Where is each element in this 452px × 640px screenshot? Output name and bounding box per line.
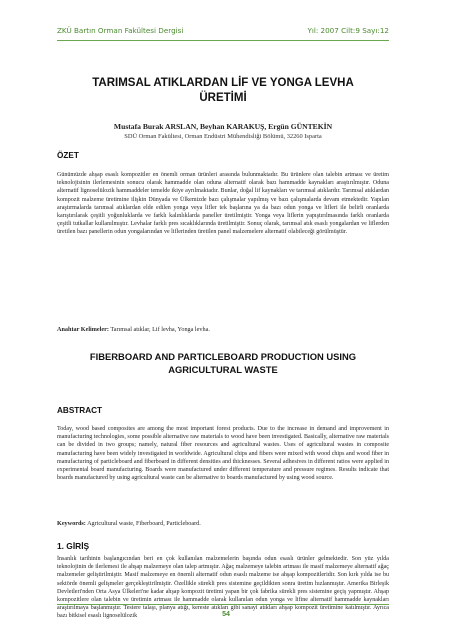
anahtar-kelimeler: [57, 326, 389, 333]
title-tr-line-1: TARIMSAL ATIKLARDAN LİF VE YONGA LEVHA: [92, 77, 354, 89]
giris-heading: 1. GİRİŞ: [57, 541, 90, 551]
keywords: [57, 520, 389, 527]
ozet-heading: ÖZET: [57, 151, 79, 160]
author-list: Mustafa Burak ARSLAN, Beyhan KARAKUŞ, Ergün GÜNTEKİN: [113, 122, 333, 131]
journal-name: ZKÜ Bartın Orman Fakültesi Dergisi: [57, 26, 184, 35]
header-divider: [57, 40, 389, 41]
keywords-values: Agricultural waste, Fiberboard, Particleboard.: [85, 520, 201, 527]
title-en-line-2: AGRICULTURAL WASTE: [168, 363, 278, 375]
keywords-label: Keywords:: [57, 520, 86, 527]
title-en-line-1: FIBERBOARD AND PARTICLEBOARD PRODUCTION USING: [89, 351, 357, 362]
ozet-paragraph: Günümüzde ahşap esaslı kompozitler en önemli orman ürünleri arasında bulunmaktadır. Bu ürünlere olan talebin artması ve üretim teknolojisinin ilerlemesinin sonucu olarak hammadde olan oduna alternatif olarak bazı hammadde kaynakları araştırılmıştır. Oduna alternatif lignoselülozik hammaddeler temelde ikiye ayrılmaktadır. Bunlar, doğal lif kaynakları ve tarımsal atıklardır. Tarımsal atıklardan kompozit malzeme üretimine ilişkin Dünyada ve Ülkemizde bazı çalışmalar yapılmış ve bazı çalışmalarda devam etmektedir. Yapılan araştırmalarda tarımsal atıklardan elde edilen yonga veya lifler tek başlarına ya da bazı odun yonga ve lifleri ile belirli oranlarda karıştırılarak çeşitli yoğunluklarda ve farklı kalınlıklarda paneller üretilmiştir. Yonga veya liflerin yapıştırılmasında farklı oranlarda çeşitli tutkallar kullanılmıştır. Levhalar farklı pres sıcaklıklarında üretilmiştir. Sonuç olarak, tarımsal atık esaslı yongalardan ve liflerden üretilen bazı panellerin odun yongalarından ve liflerinden üretilen panel malzemelere alternatif olabileceği görülmüştür.: [57, 172, 389, 236]
page-number: 54: [222, 611, 230, 618]
anahtar-label: Anahtar Kelimeler:: [57, 326, 109, 333]
author-affiliation: SDÜ Orman Fakültesi, Orman Endüstri Mühendisliği Bölümü, 32260 Isparta: [124, 133, 322, 140]
paper-title-turkish: [57, 76, 389, 106]
footer-divider: [57, 604, 389, 605]
issue-info: Yıl: 2007 Cilt:9 Sayı:12: [307, 26, 389, 35]
paper-title-english: [57, 351, 389, 376]
giris-paragraph: İnsanlık tarihinin başlangıcından beri en çok kullanılan malzemelerin başında odun esaslı ürünler gelmektedir. Son yüz yılda teknolojinin de ilerlemesi ile ahşap malzemeye olan talep artmıştır. Ağaç malzemeye talebin artması ile masif malzemeye alternatif ağaç malzemeler geliştirilmiştir. Masif malzemeye en önemli alternatif odun esaslı malzeme ise ahşap kompozitleridir. Son kırk yılda ise bu sektörde önemli gelişmeler gerçekleştirilmiştir. Özellikle sürekli pres sistemine geçildikten sonra üretim hızlanmıştır. Amerika Birleşik Devletleri'nden Orta Asya Ülkeleri'ne kadar ahşap kompozit üretimi yapan bir çok fabrika sürekli pres sistemine geçiş yapmıştır. Ahşap kompozitlere olan talebin ve üretimin artması ile hammadde olarak kullanılan odun yonga ve lifine alternatif hammadde kaynakları araştırılmaya başlanmıştır. Testere talaşı, planya atığı, kereste atıkları gibi sanayi atıkları ahşap kompozit üretimine katılmıştır. Ayrıca bazı bitkisel esaslı lignoselülozik: [57, 556, 389, 620]
title-tr-line-2: ÜRETİMİ: [199, 92, 247, 104]
abstract-paragraph: Today, wood based composites are among the most important forest products. Due to the increase in demand and improvement in manufacturing technologies, some possible alternative raw materials to wood have been investigated. Basically, alternative raw materials can be divided in two groups; namely, natural fiber resources and agricultural wastes. Uses of agricultural wastes in composite manufacturing have been widely investigated in worldwide. Agricultural chips and fibers were mixed with wood chips and wood fiber in manufacturing of particleboard and fiberboard in different densities and thicknesses. Several adhesives in different ratios were applied in experimental board manufacturing. Boards were manufactured under different temperature and pressure regimes. Results indicate that boards manufactured by using agricultural waste can be alternative to boards manufactured by using wood source.: [57, 426, 389, 482]
abstract-heading: ABSTRACT: [57, 406, 103, 415]
running-header: [57, 26, 389, 40]
anahtar-values: Tarımsal atıklar, Lif levha, Yonga levha.: [108, 326, 210, 333]
